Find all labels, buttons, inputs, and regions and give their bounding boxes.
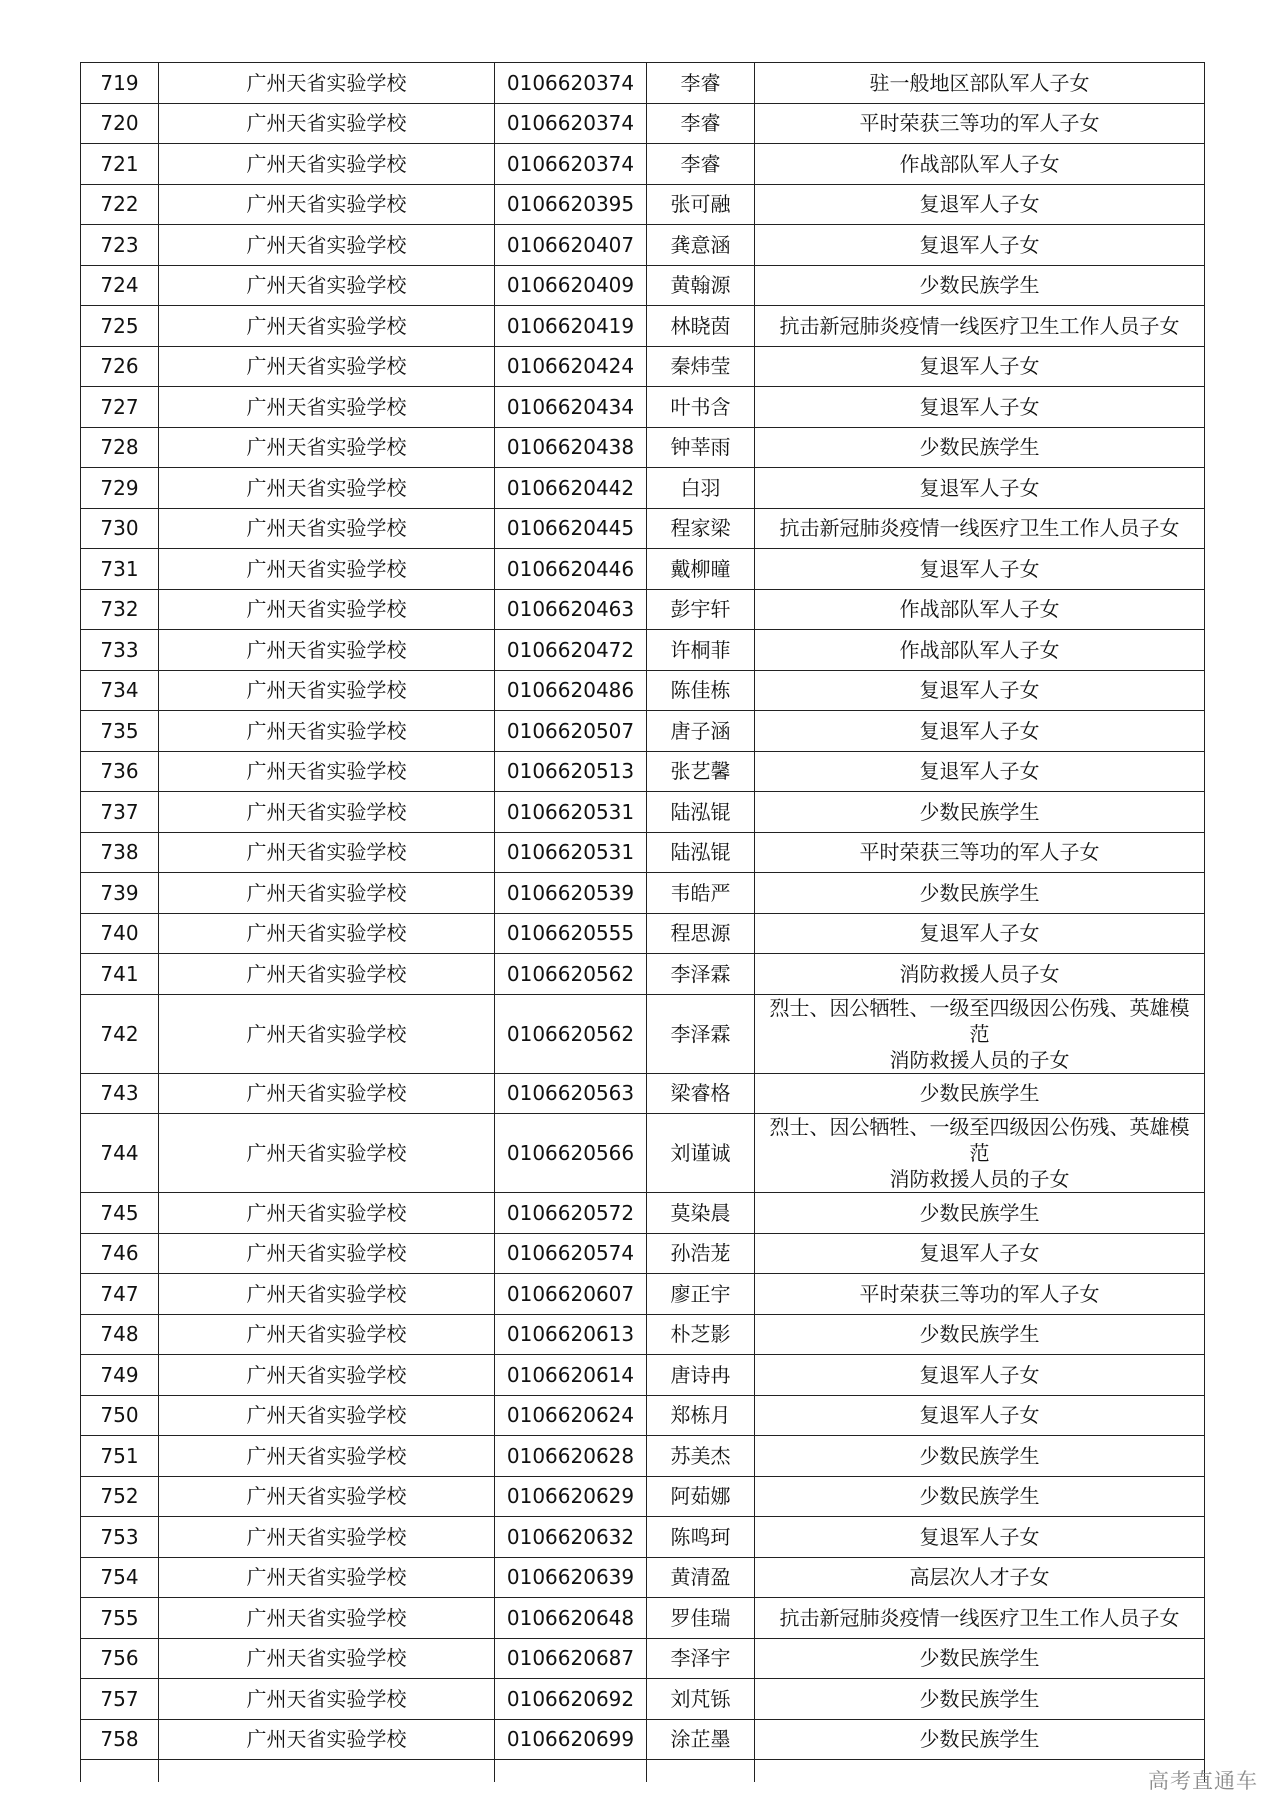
row-number-cell: 743 bbox=[81, 1073, 159, 1114]
category-cell bbox=[755, 913, 1205, 954]
student-id-cell: 0106620563 bbox=[495, 1073, 647, 1114]
category-cell bbox=[755, 1193, 1205, 1234]
student-name-cell: 程思源 bbox=[647, 913, 755, 954]
student-name-cell: 黄清盈 bbox=[647, 1557, 755, 1598]
category-cell bbox=[755, 1355, 1205, 1396]
table-row bbox=[81, 670, 1205, 711]
row-number-cell: 723 bbox=[81, 225, 159, 266]
category-line: 复退军人子女 bbox=[919, 759, 1040, 784]
table-row bbox=[81, 103, 1205, 144]
student-id-cell: 0106620607 bbox=[495, 1274, 647, 1315]
row-number-cell: 748 bbox=[81, 1314, 159, 1355]
category-line: 平时荣获三等功的军人子女 bbox=[859, 840, 1100, 865]
category-line: 复退军人子女 bbox=[919, 354, 1040, 379]
category-cell bbox=[755, 1517, 1205, 1558]
row-number-cell: 729 bbox=[81, 468, 159, 509]
school-cell: 广州天省实验学校 bbox=[159, 1395, 495, 1436]
table-row bbox=[81, 1114, 1205, 1193]
school-cell: 广州天省实验学校 bbox=[159, 508, 495, 549]
category-line: 少数民族学生 bbox=[919, 880, 1040, 905]
table-row bbox=[81, 913, 1205, 954]
table-row bbox=[81, 1557, 1205, 1598]
table-row bbox=[81, 1314, 1205, 1355]
school-cell: 广州天省实验学校 bbox=[159, 832, 495, 873]
student-name-cell: 钟莘雨 bbox=[647, 427, 755, 468]
student-id-cell: 0106620374 bbox=[495, 144, 647, 185]
school-cell: 广州天省实验学校 bbox=[159, 144, 495, 185]
table-row-empty bbox=[81, 1760, 1205, 1783]
category-line: 少数民族学生 bbox=[919, 1443, 1040, 1468]
category-line: 复退军人子女 bbox=[919, 1524, 1040, 1549]
school-cell: 广州天省实验学校 bbox=[159, 670, 495, 711]
category-cell bbox=[755, 1719, 1205, 1760]
student-name-cell: 张艺馨 bbox=[647, 751, 755, 792]
table-row bbox=[81, 1233, 1205, 1274]
admission-table bbox=[80, 62, 1205, 1782]
student-id-cell: 0106620531 bbox=[495, 832, 647, 873]
student-name-cell: 李睿 bbox=[647, 103, 755, 144]
category-cell bbox=[755, 1557, 1205, 1598]
student-id-cell: 0106620472 bbox=[495, 630, 647, 671]
table-row bbox=[81, 387, 1205, 428]
row-number-cell: 749 bbox=[81, 1355, 159, 1396]
school-cell: 广州天省实验学校 bbox=[159, 225, 495, 266]
table-row bbox=[81, 873, 1205, 914]
category-line: 少数民族学生 bbox=[919, 1081, 1040, 1106]
category-cell bbox=[755, 954, 1205, 995]
category-line: 抗击新冠肺炎疫情一线医疗卫生工作人员子女 bbox=[779, 516, 1180, 541]
table-row bbox=[81, 1517, 1205, 1558]
table-row bbox=[81, 630, 1205, 671]
row-number-cell: 737 bbox=[81, 792, 159, 833]
student-id-cell: 0106620407 bbox=[495, 225, 647, 266]
student-id-cell: 0106620374 bbox=[495, 63, 647, 104]
category-line: 消防救援人员子女 bbox=[899, 961, 1060, 986]
table-row bbox=[81, 144, 1205, 185]
category-line: 消防救援人员的子女 bbox=[889, 1167, 1070, 1191]
school-cell: 广州天省实验学校 bbox=[159, 589, 495, 630]
category-line: 少数民族学生 bbox=[919, 435, 1040, 460]
table-row bbox=[81, 468, 1205, 509]
category-cell bbox=[755, 549, 1205, 590]
student-name-cell: 白羽 bbox=[647, 468, 755, 509]
empty-cell bbox=[755, 1760, 1205, 1783]
school-cell: 广州天省实验学校 bbox=[159, 427, 495, 468]
table-row bbox=[81, 1193, 1205, 1234]
student-name-cell: 李睿 bbox=[647, 144, 755, 185]
category-line: 烈士、因公牺牲、一级至四级因公伤残、英雄模范 bbox=[769, 995, 1190, 1046]
row-number-cell: 728 bbox=[81, 427, 159, 468]
student-name-cell: 陈鸣珂 bbox=[647, 1517, 755, 1558]
school-cell: 广州天省实验学校 bbox=[159, 1355, 495, 1396]
student-name-cell: 许桐菲 bbox=[647, 630, 755, 671]
student-name-cell: 苏美杰 bbox=[647, 1436, 755, 1477]
empty-cell bbox=[647, 1760, 755, 1783]
category-cell bbox=[755, 1598, 1205, 1639]
category-line: 作战部队军人子女 bbox=[899, 637, 1060, 662]
row-number-cell: 719 bbox=[81, 63, 159, 104]
row-number-cell: 744 bbox=[81, 1114, 159, 1193]
category-line: 少数民族学生 bbox=[919, 1200, 1040, 1225]
row-number-cell: 724 bbox=[81, 265, 159, 306]
category-cell bbox=[755, 1073, 1205, 1114]
category-line: 复退军人子女 bbox=[919, 192, 1040, 217]
category-line: 少数民族学生 bbox=[919, 1646, 1040, 1671]
student-name-cell: 廖正宇 bbox=[647, 1274, 755, 1315]
category-cell bbox=[755, 832, 1205, 873]
school-cell: 广州天省实验学校 bbox=[159, 1719, 495, 1760]
student-name-cell: 林晓茵 bbox=[647, 306, 755, 347]
category-cell bbox=[755, 427, 1205, 468]
table-row bbox=[81, 954, 1205, 995]
school-cell: 广州天省实验学校 bbox=[159, 468, 495, 509]
student-name-cell: 韦皓严 bbox=[647, 873, 755, 914]
category-cell bbox=[755, 468, 1205, 509]
category-cell bbox=[755, 994, 1205, 1073]
row-number-cell: 738 bbox=[81, 832, 159, 873]
category-line: 抗击新冠肺炎疫情一线医疗卫生工作人员子女 bbox=[779, 313, 1180, 338]
row-number-cell: 752 bbox=[81, 1476, 159, 1517]
category-cell bbox=[755, 184, 1205, 225]
row-number-cell: 757 bbox=[81, 1679, 159, 1720]
school-cell: 广州天省实验学校 bbox=[159, 994, 495, 1073]
student-id-cell: 0106620699 bbox=[495, 1719, 647, 1760]
row-number-cell: 745 bbox=[81, 1193, 159, 1234]
category-line: 少数民族学生 bbox=[919, 273, 1040, 298]
category-line: 复退军人子女 bbox=[919, 718, 1040, 743]
category-line: 复退军人子女 bbox=[919, 394, 1040, 419]
table-row bbox=[81, 508, 1205, 549]
student-id-cell: 0106620648 bbox=[495, 1598, 647, 1639]
category-cell bbox=[755, 1679, 1205, 1720]
row-number-cell: 722 bbox=[81, 184, 159, 225]
category-cell bbox=[755, 1314, 1205, 1355]
category-cell bbox=[755, 873, 1205, 914]
school-cell: 广州天省实验学校 bbox=[159, 63, 495, 104]
school-cell: 广州天省实验学校 bbox=[159, 306, 495, 347]
table-row bbox=[81, 306, 1205, 347]
row-number-cell: 755 bbox=[81, 1598, 159, 1639]
student-name-cell: 刘芃铄 bbox=[647, 1679, 755, 1720]
school-cell: 广州天省实验学校 bbox=[159, 1193, 495, 1234]
category-line: 抗击新冠肺炎疫情一线医疗卫生工作人员子女 bbox=[779, 1605, 1180, 1630]
student-id-cell: 0106620374 bbox=[495, 103, 647, 144]
row-number-cell: 730 bbox=[81, 508, 159, 549]
student-name-cell: 罗佳瑞 bbox=[647, 1598, 755, 1639]
row-number-cell: 736 bbox=[81, 751, 159, 792]
school-cell: 广州天省实验学校 bbox=[159, 346, 495, 387]
category-cell bbox=[755, 1114, 1205, 1193]
school-cell: 广州天省实验学校 bbox=[159, 1233, 495, 1274]
row-number-cell: 734 bbox=[81, 670, 159, 711]
student-id-cell: 0106620632 bbox=[495, 1517, 647, 1558]
student-name-cell: 莫染晨 bbox=[647, 1193, 755, 1234]
student-id-cell: 0106620613 bbox=[495, 1314, 647, 1355]
school-cell: 广州天省实验学校 bbox=[159, 1517, 495, 1558]
student-name-cell: 涂芷墨 bbox=[647, 1719, 755, 1760]
table-body bbox=[81, 63, 1205, 1783]
student-name-cell: 陈佳栋 bbox=[647, 670, 755, 711]
row-number-cell: 733 bbox=[81, 630, 159, 671]
table-row bbox=[81, 184, 1205, 225]
student-id-cell: 0106620572 bbox=[495, 1193, 647, 1234]
row-number-cell: 732 bbox=[81, 589, 159, 630]
row-number-cell: 741 bbox=[81, 954, 159, 995]
table-row bbox=[81, 1395, 1205, 1436]
watermark: 高考直通车 bbox=[1148, 1769, 1258, 1793]
school-cell: 广州天省实验学校 bbox=[159, 873, 495, 914]
category-line: 复退军人子女 bbox=[919, 1362, 1040, 1387]
table-row bbox=[81, 589, 1205, 630]
student-name-cell: 程家梁 bbox=[647, 508, 755, 549]
category-cell bbox=[755, 711, 1205, 752]
category-cell bbox=[755, 670, 1205, 711]
student-id-cell: 0106620438 bbox=[495, 427, 647, 468]
table-row bbox=[81, 427, 1205, 468]
student-name-cell: 龚意涵 bbox=[647, 225, 755, 266]
table-row bbox=[81, 1476, 1205, 1517]
row-number-cell: 754 bbox=[81, 1557, 159, 1598]
student-name-cell: 黄翰源 bbox=[647, 265, 755, 306]
school-cell: 广州天省实验学校 bbox=[159, 751, 495, 792]
category-line: 少数民族学生 bbox=[919, 1322, 1040, 1347]
table-row bbox=[81, 265, 1205, 306]
table-row bbox=[81, 832, 1205, 873]
table-row bbox=[81, 346, 1205, 387]
category-cell bbox=[755, 144, 1205, 185]
school-cell: 广州天省实验学校 bbox=[159, 1598, 495, 1639]
category-line: 烈士、因公牺牲、一级至四级因公伤残、英雄模范 bbox=[769, 1115, 1190, 1165]
table-row bbox=[81, 1638, 1205, 1679]
empty-cell bbox=[159, 1760, 495, 1783]
table-row bbox=[81, 1679, 1205, 1720]
category-line: 少数民族学生 bbox=[919, 1686, 1040, 1711]
row-number-cell: 721 bbox=[81, 144, 159, 185]
student-id-cell: 0106620628 bbox=[495, 1436, 647, 1477]
row-number-cell: 758 bbox=[81, 1719, 159, 1760]
student-id-cell: 0106620442 bbox=[495, 468, 647, 509]
student-id-cell: 0106620614 bbox=[495, 1355, 647, 1396]
row-number-cell: 742 bbox=[81, 994, 159, 1073]
category-cell bbox=[755, 265, 1205, 306]
row-number-cell: 740 bbox=[81, 913, 159, 954]
category-cell bbox=[755, 1476, 1205, 1517]
row-number-cell: 726 bbox=[81, 346, 159, 387]
row-number-cell: 753 bbox=[81, 1517, 159, 1558]
category-cell bbox=[755, 387, 1205, 428]
student-id-cell: 0106620419 bbox=[495, 306, 647, 347]
student-id-cell: 0106620446 bbox=[495, 549, 647, 590]
row-number-cell: 756 bbox=[81, 1638, 159, 1679]
student-id-cell: 0106620639 bbox=[495, 1557, 647, 1598]
student-id-cell: 0106620531 bbox=[495, 792, 647, 833]
school-cell: 广州天省实验学校 bbox=[159, 265, 495, 306]
category-line: 少数民族学生 bbox=[919, 1484, 1040, 1509]
category-cell bbox=[755, 346, 1205, 387]
student-name-cell: 秦炜莹 bbox=[647, 346, 755, 387]
school-cell: 广州天省实验学校 bbox=[159, 1436, 495, 1477]
row-number-cell: 725 bbox=[81, 306, 159, 347]
row-number-cell: 747 bbox=[81, 1274, 159, 1315]
category-line: 少数民族学生 bbox=[919, 1727, 1040, 1752]
category-line: 复退军人子女 bbox=[919, 475, 1040, 500]
row-number-cell: 746 bbox=[81, 1233, 159, 1274]
empty-cell bbox=[495, 1760, 647, 1783]
category-cell bbox=[755, 792, 1205, 833]
category-cell bbox=[755, 589, 1205, 630]
category-line: 复退军人子女 bbox=[919, 1241, 1040, 1266]
category-cell bbox=[755, 1233, 1205, 1274]
school-cell: 广州天省实验学校 bbox=[159, 1314, 495, 1355]
school-cell: 广州天省实验学校 bbox=[159, 103, 495, 144]
student-id-cell: 0106620555 bbox=[495, 913, 647, 954]
school-cell: 广州天省实验学校 bbox=[159, 184, 495, 225]
student-name-cell: 朴芝影 bbox=[647, 1314, 755, 1355]
row-number-cell: 735 bbox=[81, 711, 159, 752]
row-number-cell: 731 bbox=[81, 549, 159, 590]
student-name-cell: 陆泓锟 bbox=[647, 832, 755, 873]
table-row bbox=[81, 751, 1205, 792]
row-number-cell: 739 bbox=[81, 873, 159, 914]
category-line: 平时荣获三等功的军人子女 bbox=[859, 111, 1100, 136]
table-row bbox=[81, 225, 1205, 266]
school-cell: 广州天省实验学校 bbox=[159, 1557, 495, 1598]
category-line: 复退军人子女 bbox=[919, 1403, 1040, 1428]
category-line: 复退军人子女 bbox=[919, 921, 1040, 946]
student-name-cell: 李泽宇 bbox=[647, 1638, 755, 1679]
table-row bbox=[81, 711, 1205, 752]
school-cell: 广州天省实验学校 bbox=[159, 913, 495, 954]
empty-cell bbox=[81, 1760, 159, 1783]
school-cell: 广州天省实验学校 bbox=[159, 1638, 495, 1679]
category-line: 作战部队军人子女 bbox=[899, 151, 1060, 176]
student-id-cell: 0106620574 bbox=[495, 1233, 647, 1274]
student-name-cell: 梁睿格 bbox=[647, 1073, 755, 1114]
category-cell bbox=[755, 1436, 1205, 1477]
category-line: 驻一般地区部队军人子女 bbox=[869, 70, 1090, 95]
row-number-cell: 727 bbox=[81, 387, 159, 428]
school-cell: 广州天省实验学校 bbox=[159, 792, 495, 833]
category-cell bbox=[755, 63, 1205, 104]
table-row bbox=[81, 994, 1205, 1073]
category-line: 复退军人子女 bbox=[919, 232, 1040, 257]
student-name-cell: 李泽霖 bbox=[647, 994, 755, 1073]
table-row bbox=[81, 63, 1205, 104]
category-line: 高层次人才子女 bbox=[909, 1565, 1050, 1590]
student-id-cell: 0106620513 bbox=[495, 751, 647, 792]
category-cell bbox=[755, 103, 1205, 144]
school-cell: 广州天省实验学校 bbox=[159, 1114, 495, 1193]
student-name-cell: 彭宇轩 bbox=[647, 589, 755, 630]
student-name-cell: 郑栋月 bbox=[647, 1395, 755, 1436]
student-name-cell: 戴柳曈 bbox=[647, 549, 755, 590]
category-line: 复退军人子女 bbox=[919, 678, 1040, 703]
table-row bbox=[81, 1073, 1205, 1114]
category-cell bbox=[755, 1274, 1205, 1315]
student-name-cell: 李泽霖 bbox=[647, 954, 755, 995]
table-row bbox=[81, 792, 1205, 833]
student-id-cell: 0106620409 bbox=[495, 265, 647, 306]
student-id-cell: 0106620395 bbox=[495, 184, 647, 225]
school-cell: 广州天省实验学校 bbox=[159, 1476, 495, 1517]
school-cell: 广州天省实验学校 bbox=[159, 954, 495, 995]
category-cell bbox=[755, 306, 1205, 347]
student-id-cell: 0106620486 bbox=[495, 670, 647, 711]
student-name-cell: 孙浩茏 bbox=[647, 1233, 755, 1274]
student-name-cell: 陆泓锟 bbox=[647, 792, 755, 833]
category-line: 平时荣获三等功的军人子女 bbox=[859, 1281, 1100, 1306]
table-row bbox=[81, 549, 1205, 590]
category-line: 复退军人子女 bbox=[919, 556, 1040, 581]
table-row bbox=[81, 1719, 1205, 1760]
school-cell: 广州天省实验学校 bbox=[159, 549, 495, 590]
category-line: 消防救援人员的子女 bbox=[889, 1047, 1070, 1072]
student-name-cell: 唐子涵 bbox=[647, 711, 755, 752]
category-cell bbox=[755, 751, 1205, 792]
category-cell bbox=[755, 1395, 1205, 1436]
category-cell bbox=[755, 508, 1205, 549]
student-id-cell: 0106620445 bbox=[495, 508, 647, 549]
student-id-cell: 0106620539 bbox=[495, 873, 647, 914]
student-name-cell: 张可融 bbox=[647, 184, 755, 225]
category-cell bbox=[755, 225, 1205, 266]
student-name-cell: 李睿 bbox=[647, 63, 755, 104]
table-row bbox=[81, 1436, 1205, 1477]
school-cell: 广州天省实验学校 bbox=[159, 1679, 495, 1720]
student-id-cell: 0106620566 bbox=[495, 1114, 647, 1193]
table-row bbox=[81, 1274, 1205, 1315]
student-name-cell: 叶书含 bbox=[647, 387, 755, 428]
school-cell: 广州天省实验学校 bbox=[159, 387, 495, 428]
school-cell: 广州天省实验学校 bbox=[159, 1274, 495, 1315]
row-number-cell: 720 bbox=[81, 103, 159, 144]
school-cell: 广州天省实验学校 bbox=[159, 711, 495, 752]
student-id-cell: 0106620692 bbox=[495, 1679, 647, 1720]
student-id-cell: 0106620562 bbox=[495, 954, 647, 995]
student-name-cell: 唐诗冉 bbox=[647, 1355, 755, 1396]
table-row bbox=[81, 1598, 1205, 1639]
student-id-cell: 0106620463 bbox=[495, 589, 647, 630]
student-id-cell: 0106620507 bbox=[495, 711, 647, 752]
student-name-cell: 刘谨诚 bbox=[647, 1114, 755, 1193]
student-id-cell: 0106620629 bbox=[495, 1476, 647, 1517]
table-row bbox=[81, 1355, 1205, 1396]
student-id-cell: 0106620434 bbox=[495, 387, 647, 428]
row-number-cell: 750 bbox=[81, 1395, 159, 1436]
category-cell bbox=[755, 630, 1205, 671]
row-number-cell: 751 bbox=[81, 1436, 159, 1477]
student-id-cell: 0106620424 bbox=[495, 346, 647, 387]
student-name-cell: 阿茹娜 bbox=[647, 1476, 755, 1517]
category-line: 少数民族学生 bbox=[919, 799, 1040, 824]
student-id-cell: 0106620624 bbox=[495, 1395, 647, 1436]
school-cell: 广州天省实验学校 bbox=[159, 1073, 495, 1114]
school-cell: 广州天省实验学校 bbox=[159, 630, 495, 671]
category-line: 作战部队军人子女 bbox=[899, 597, 1060, 622]
student-id-cell: 0106620687 bbox=[495, 1638, 647, 1679]
category-cell bbox=[755, 1638, 1205, 1679]
student-id-cell: 0106620562 bbox=[495, 994, 647, 1073]
